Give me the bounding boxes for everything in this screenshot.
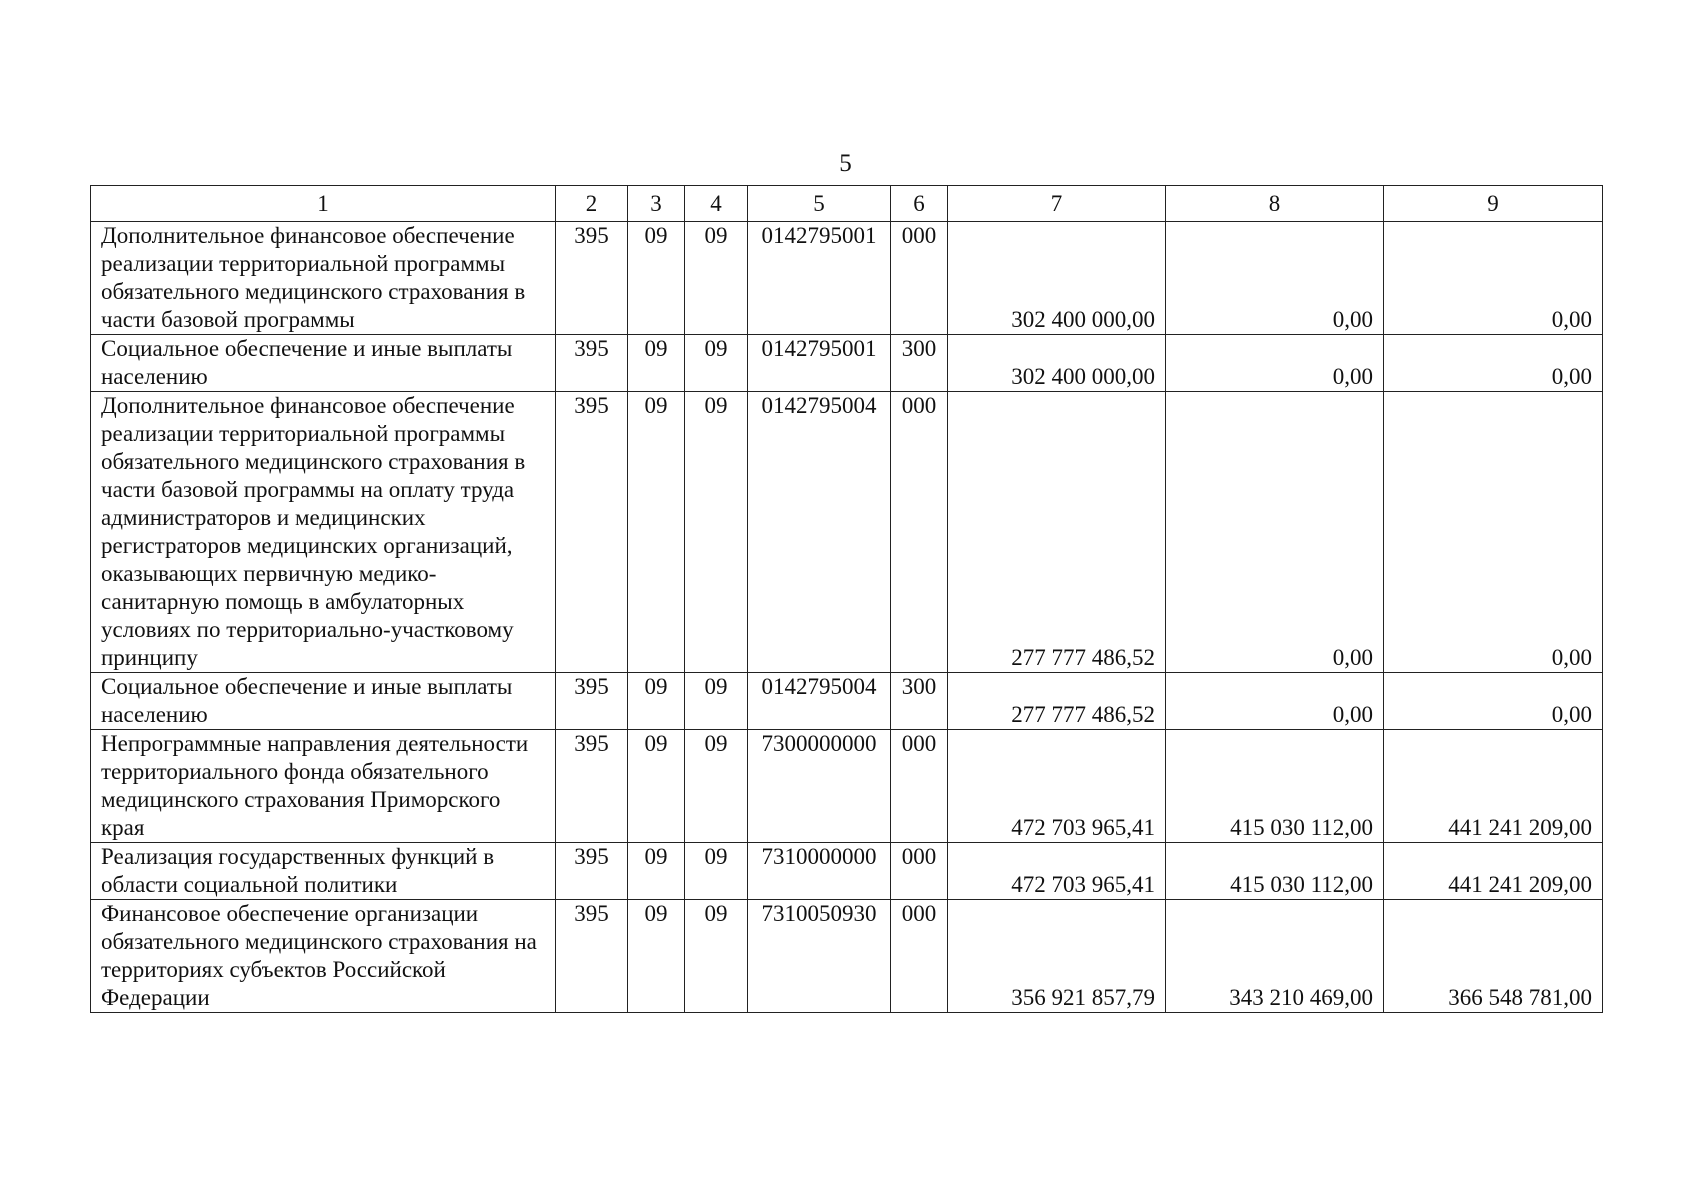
row-code-col4: 09 [685, 843, 748, 900]
row-code-col4: 09 [685, 222, 748, 335]
column-header: 1 [91, 186, 556, 222]
row-amount-col9: 441 241 209,00 [1384, 843, 1603, 900]
row-code-col2: 395 [556, 222, 628, 335]
row-code-col2: 395 [556, 335, 628, 392]
row-code-col5: 0142795004 [748, 673, 891, 730]
table-row [91, 673, 1603, 730]
row-amount-col7: 356 921 857,79 [948, 900, 1166, 1013]
row-code-col4: 09 [685, 673, 748, 730]
row-name: Финансовое обеспечение организации обязательного медицинского страхования на территориях субъектов Российской Федерации [91, 900, 556, 1013]
row-amount-col9: 0,00 [1384, 222, 1603, 335]
row-amount-col7: 472 703 965,41 [948, 843, 1166, 900]
budget-table [90, 185, 1603, 1013]
row-code-col5: 7300000000 [748, 730, 891, 843]
row-amount-col9: 0,00 [1384, 673, 1603, 730]
row-code-col3: 09 [628, 673, 685, 730]
column-header: 5 [748, 186, 891, 222]
column-header: 9 [1384, 186, 1603, 222]
row-code-col4: 09 [685, 730, 748, 843]
row-amount-col7: 277 777 486,52 [948, 392, 1166, 673]
table-row [91, 335, 1603, 392]
row-amount-col8: 343 210 469,00 [1166, 900, 1384, 1013]
column-header: 3 [628, 186, 685, 222]
page-number: 5 [839, 150, 852, 177]
row-amount-col8: 0,00 [1166, 673, 1384, 730]
row-code-col4: 09 [685, 900, 748, 1013]
row-code-col4: 09 [685, 392, 748, 673]
row-name: Реализация государственных функций в области социальной политики [91, 843, 556, 900]
row-code-col6: 300 [891, 335, 948, 392]
row-amount-col7: 302 400 000,00 [948, 335, 1166, 392]
row-code-col2: 395 [556, 673, 628, 730]
row-code-col6: 300 [891, 673, 948, 730]
row-code-col3: 09 [628, 335, 685, 392]
row-code-col5: 7310000000 [748, 843, 891, 900]
row-code-col5: 0142795001 [748, 222, 891, 335]
row-code-col6: 000 [891, 222, 948, 335]
row-code-col2: 395 [556, 843, 628, 900]
column-header: 7 [948, 186, 1166, 222]
row-code-col5: 0142795001 [748, 335, 891, 392]
row-code-col3: 09 [628, 392, 685, 673]
row-amount-col8: 0,00 [1166, 222, 1384, 335]
row-name: Социальное обеспечение и иные выплаты населению [91, 335, 556, 392]
row-code-col2: 395 [556, 900, 628, 1013]
row-code-col2: 395 [556, 730, 628, 843]
row-amount-col8: 415 030 112,00 [1166, 730, 1384, 843]
row-code-col3: 09 [628, 843, 685, 900]
row-code-col6: 000 [891, 392, 948, 673]
row-amount-col8: 0,00 [1166, 392, 1384, 673]
row-amount-col8: 415 030 112,00 [1166, 843, 1384, 900]
row-code-col5: 7310050930 [748, 900, 891, 1013]
row-code-col6: 000 [891, 730, 948, 843]
row-amount-col7: 277 777 486,52 [948, 673, 1166, 730]
row-amount-col7: 472 703 965,41 [948, 730, 1166, 843]
column-header: 6 [891, 186, 948, 222]
row-code-col6: 000 [891, 843, 948, 900]
table-row [91, 900, 1603, 1013]
row-amount-col9: 0,00 [1384, 335, 1603, 392]
table-header-row [91, 186, 1603, 222]
row-code-col4: 09 [685, 335, 748, 392]
row-amount-col9: 441 241 209,00 [1384, 730, 1603, 843]
table-row [91, 392, 1603, 673]
table-row [91, 730, 1603, 843]
row-code-col2: 395 [556, 392, 628, 673]
row-amount-col7: 302 400 000,00 [948, 222, 1166, 335]
row-code-col6: 000 [891, 900, 948, 1013]
column-header: 4 [685, 186, 748, 222]
row-code-col3: 09 [628, 900, 685, 1013]
table-row [91, 222, 1603, 335]
column-header: 2 [556, 186, 628, 222]
row-code-col3: 09 [628, 730, 685, 843]
row-code-col5: 0142795004 [748, 392, 891, 673]
column-header: 8 [1166, 186, 1384, 222]
row-name: Непрограммные направления деятельности территориального фонда обязательного медицинского страхования Приморского края [91, 730, 556, 843]
row-name: Дополнительное финансовое обеспечение реализации территориальной программы обязательного медицинского страхования в части базовой программы [91, 222, 556, 335]
row-amount-col9: 0,00 [1384, 392, 1603, 673]
row-code-col3: 09 [628, 222, 685, 335]
row-amount-col8: 0,00 [1166, 335, 1384, 392]
table-row [91, 843, 1603, 900]
row-name: Социальное обеспечение и иные выплаты населению [91, 673, 556, 730]
row-amount-col9: 366 548 781,00 [1384, 900, 1603, 1013]
row-name: Дополнительное финансовое обеспечение реализации территориальной программы обязательного медицинского страхования в части базовой программы на оплату труда администраторов и медицинских регистраторов медицинских организаций, оказывающих первичную медико-санитарную помощь в амбулаторных условиях по территориально-участковому принципу [91, 392, 556, 673]
